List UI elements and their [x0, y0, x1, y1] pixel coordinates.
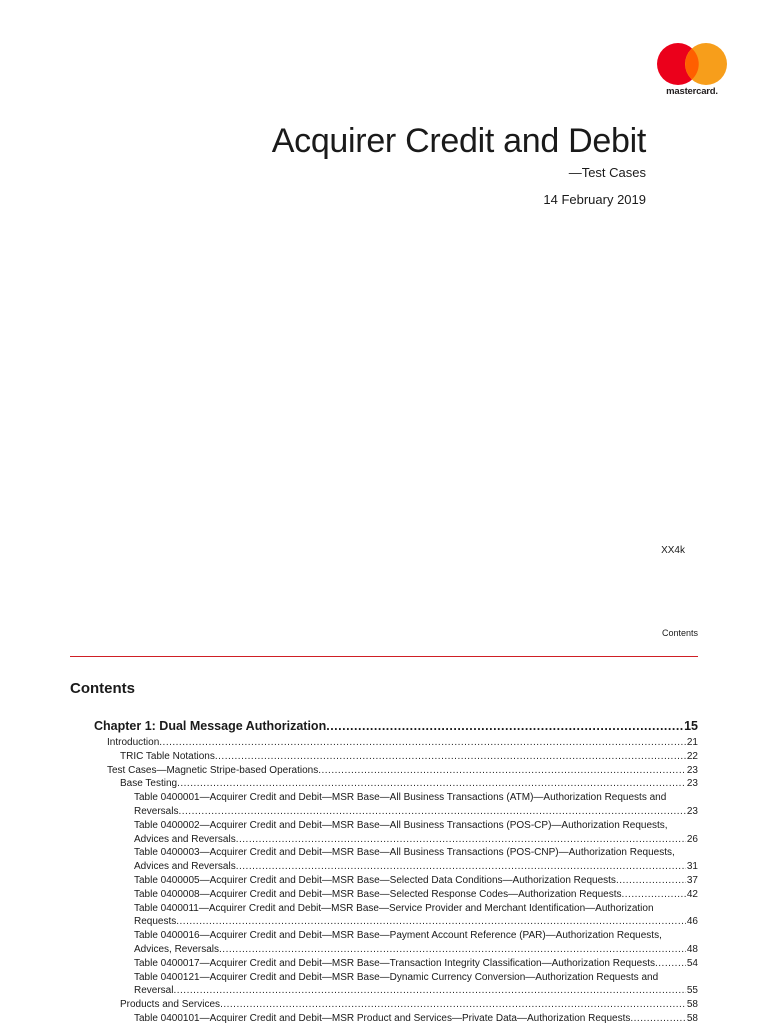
- toc-entry-text: Reversal: [134, 985, 174, 997]
- dot-leader: [219, 943, 686, 957]
- toc-entry[interactable]: [94, 874, 698, 888]
- toc-entry[interactable]: [94, 791, 698, 819]
- toc-page-number: 23: [686, 805, 698, 817]
- toc-entry-text-line1: Table 0400002—Acquirer Credit and Debit—MSR Base—All Business Transactions (POS-CP)—Authorization Requests,: [134, 819, 668, 831]
- toc-page-number: 23: [686, 778, 698, 790]
- toc-entry-text: Introduction: [107, 737, 160, 748]
- toc-entry-text-line1: Table 0400011—Acquirer Credit and Debit—MSR Base—Service Provider and Merchant Identification—Authorization: [134, 902, 654, 914]
- toc-chapter-entry[interactable]: [94, 719, 698, 734]
- toc-page-number: 15: [684, 719, 698, 733]
- toc-entry-text: Advices and Reversals: [134, 861, 236, 873]
- toc-entry[interactable]: [94, 736, 698, 750]
- contents-heading: Contents: [70, 680, 135, 697]
- toc-page-number: 26: [686, 833, 698, 845]
- dot-leader: [622, 888, 686, 902]
- toc-entry-text: Chapter 1: Dual Message Authorization: [94, 719, 327, 733]
- toc-entry-text: Reversals: [134, 805, 179, 817]
- toc-entry[interactable]: [94, 777, 698, 791]
- dot-leader: [236, 860, 686, 874]
- toc-entry[interactable]: [94, 998, 698, 1012]
- toc-entry[interactable]: [94, 929, 698, 957]
- table-of-contents: [94, 719, 698, 1026]
- toc-entry[interactable]: [94, 957, 698, 971]
- toc-entry-text-line1: Table 0400001—Acquirer Credit and Debit—MSR Base—All Business Transactions (ATM)—Authorization Requests and: [134, 792, 667, 804]
- toc-entry[interactable]: [94, 819, 698, 847]
- document-subtitle: —Test Cases: [568, 165, 646, 180]
- mastercard-logo: [656, 42, 728, 100]
- toc-entry-text: Table 0400005—Acquirer Credit and Debit—MSR Base—Selected Data Conditions—Authorization Requests: [134, 874, 616, 886]
- toc-page-number: 54: [686, 957, 698, 969]
- toc-page-number: 58: [686, 1012, 698, 1024]
- toc-page-number: 46: [686, 916, 698, 928]
- document-title: Acquirer Credit and Debit: [271, 122, 646, 160]
- dot-leader: [159, 736, 686, 750]
- dot-leader: [173, 984, 685, 998]
- toc-entry-text: Products and Services: [120, 999, 221, 1011]
- toc-page-number: 55: [686, 985, 698, 997]
- dot-leader: [326, 719, 683, 734]
- dot-leader: [178, 805, 685, 819]
- toc-entry-text-line1: Table 0400121—Acquirer Credit and Debit—MSR Base—Dynamic Currency Conversion—Authorization Requests and: [134, 971, 659, 983]
- dot-leader: [220, 998, 686, 1012]
- document-date: 14 February 2019: [543, 192, 646, 207]
- dot-leader: [616, 874, 686, 888]
- logo-wordmark: mastercard.: [666, 86, 718, 97]
- toc-page-number: 48: [686, 943, 698, 955]
- toc-entry-text: Table 0400017—Acquirer Credit and Debit—MSR Base—Transaction Integrity Classification—Authorization Requests: [134, 957, 655, 969]
- toc-entry-text: Advices, Reversals: [134, 943, 220, 955]
- toc-entry-text: Base Testing: [120, 778, 178, 790]
- toc-entry-text: Test Cases—Magnetic Stripe-based Operations: [107, 764, 319, 776]
- toc-page-number: 22: [686, 750, 698, 762]
- toc-entry-text-line1: Table 0400016—Acquirer Credit and Debit—MSR Base—Payment Account Reference (PAR)—Authorization Requests,: [134, 930, 662, 942]
- running-header: Contents: [661, 628, 698, 638]
- toc-entry[interactable]: [94, 971, 698, 999]
- toc-entry-text: TRIC Table Notations: [120, 750, 215, 762]
- dot-leader: [215, 750, 686, 764]
- toc-page-number: 37: [686, 874, 698, 886]
- mastercard-circles-icon: [656, 42, 728, 86]
- toc-entry-text-line1: Table 0400003—Acquirer Credit and Debit—MSR Base—All Business Transactions (POS-CNP)—Authorization Requests,: [134, 847, 675, 859]
- toc-entry-text: Table 0400008—Acquirer Credit and Debit—MSR Base—Selected Response Codes—Authorization Requests: [134, 888, 622, 900]
- toc-entry[interactable]: [94, 764, 698, 778]
- toc-entry[interactable]: [94, 750, 698, 764]
- toc-page-number: 21: [686, 737, 698, 748]
- dot-leader: [177, 777, 686, 791]
- toc-entry[interactable]: [94, 888, 698, 902]
- toc-page-number: 58: [686, 999, 698, 1011]
- toc-entry[interactable]: [94, 846, 698, 874]
- toc-entry-text: Table 0400101—Acquirer Credit and Debit—MSR Product and Services—Private Data—Authorization Requests: [134, 1012, 631, 1024]
- toc-entry[interactable]: [94, 902, 698, 930]
- header-rule: [70, 656, 698, 657]
- dot-leader: [655, 957, 686, 971]
- dot-leader: [176, 915, 686, 929]
- toc-page-number: 31: [686, 861, 698, 873]
- dot-leader: [318, 764, 686, 778]
- toc-page-number: 42: [686, 888, 698, 900]
- toc-entry-text: Advices and Reversals: [134, 833, 236, 845]
- toc-entry-text: Requests: [134, 916, 177, 928]
- toc-page-number: 23: [686, 764, 698, 776]
- dot-leader: [236, 833, 686, 847]
- document-code: XX4k: [661, 545, 685, 556]
